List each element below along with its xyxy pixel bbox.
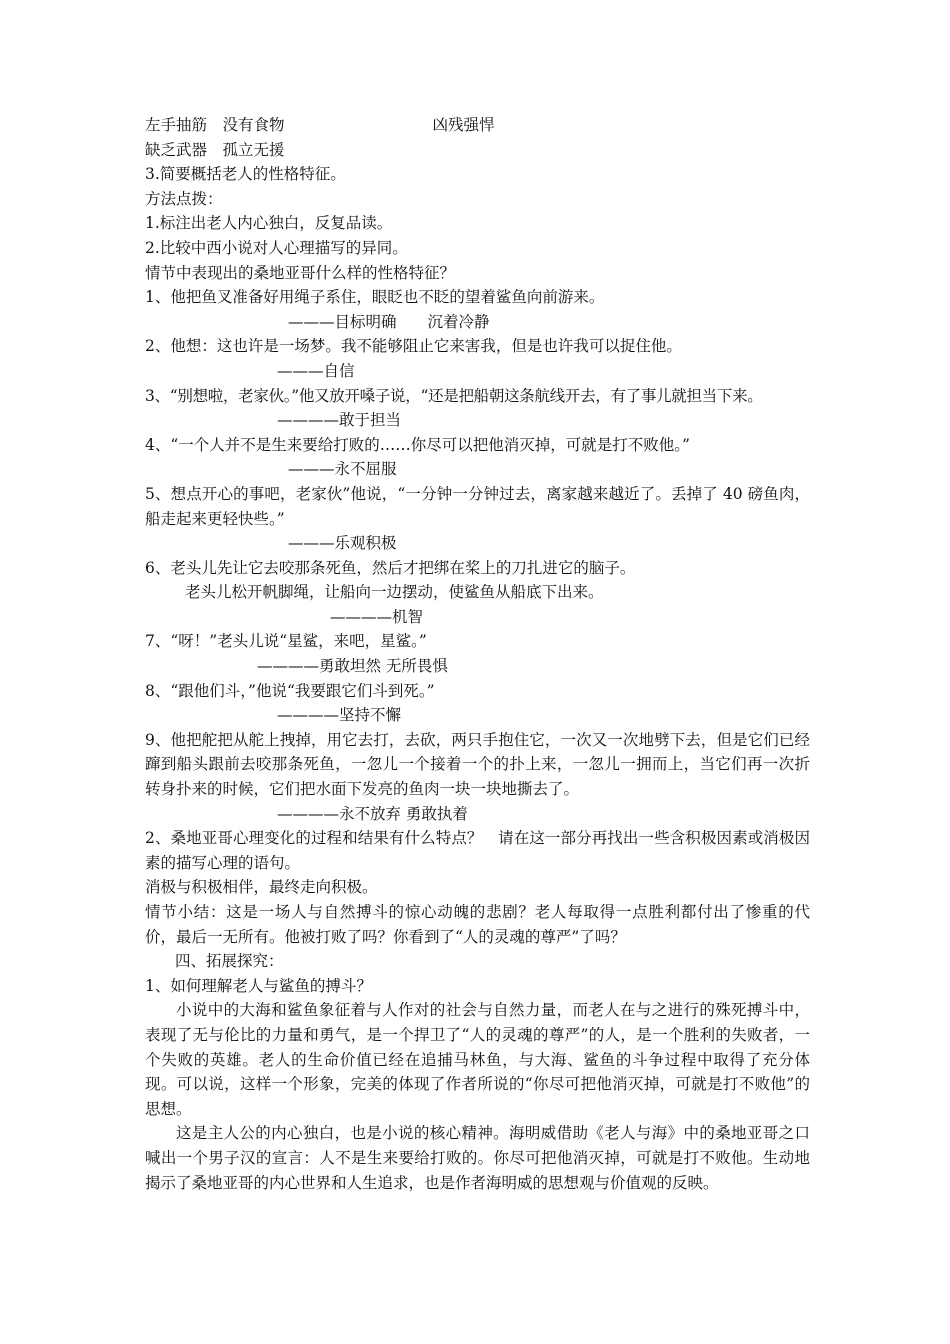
question-heading: 2、桑地亚哥心理变化的过程和结果有什么特点？ 请在这一部分再找出一些含积极因素或消极因素的描写心理的语句。	[145, 829, 810, 872]
answer-text: 消极与积极相伴，最终走向积极。	[145, 878, 378, 897]
trait-annotation: ————机智	[330, 607, 424, 626]
text-segment: 凶残强悍	[432, 116, 495, 134]
example-item: 1、他把鱼叉准备好用绳子系住，眼眨也不眨的望着鲨鱼向前游来。	[145, 288, 605, 307]
trait-annotation: ———目标明确 沉着冷静	[288, 312, 490, 331]
document-body	[145, 113, 810, 1195]
example-item: 老头儿松开帆脚绳，让船向一边摆动，使鲨鱼从船底下出来。	[185, 583, 604, 602]
example-item: 7、“呀！”老头儿说“星鲨，来吧，星鲨。”	[145, 632, 427, 651]
example-item: 9、他把舵把从舵上拽掉，用它去打，去砍，两只手抱住它，一次又一次地劈下去，但是它们已经蹿到船头跟前去咬那条死鱼，一忽儿一个接着一个的扑上来，一忽儿一拥而上，当它们再一次折转身扑来的时候，它们把水面下发亮的鱼肉一块一块地撕去了。	[145, 730, 810, 799]
section-heading: 四、拓展探究：	[175, 952, 284, 971]
paragraph: 这是主人公的内心独白，也是小说的核心精神。海明威借助《老人与海》中的桑地亚哥之口喊出一个男子汉的宣言：人不是生来要给打败的。你尽可把他消灭掉，可就是打不败他。生动地揭示了桑地亚哥的内心世界和人生追求，也是作者海明威的思想观与价值观的反映。	[145, 1124, 810, 1192]
example-item: 3、“别想啦，老家伙。”他又放开嗓子说，“还是把船朝这条航线开去，有了事儿就担当下来。	[145, 386, 763, 405]
trait-annotation: ————勇敢坦然 无所畏惧	[257, 657, 448, 676]
section-label: 方法点拨：	[145, 189, 223, 208]
example-item: 4、“一个人并不是生来要给打败的……你尽可以把他消灭掉，可就是打不败他。”	[145, 435, 690, 454]
trait-annotation: ————永不放弃 勇敢执着	[277, 804, 468, 823]
paragraph: 小说中的大海和鲨鱼象征着与人作对的社会与自然力量，而老人在与之进行的殊死搏斗中，表现了无与伦比的力量和勇气，是一个捍卫了“人的灵魂的尊严”的人，是一个胜利的失败者，一个失败的英雄。老人的生命价值已经在追捕马林鱼，与大海、鲨鱼的斗争过程中取得了充分体现。可以说，这样一个形象，完美的体现了作者所说的“你尽可把他消灭掉，可就是打不败他”的思想。	[145, 1001, 810, 1118]
trait-annotation: ———乐观积极	[288, 534, 397, 553]
trait-annotation: ———自信	[277, 361, 355, 380]
question-heading: 3.简要概括老人的性格特征。	[145, 165, 346, 184]
summary-text: 情节小结：这是一场人与自然搏斗的惊心动魄的悲剧？老人每取得一点胜利都付出了惨重的代价，最后一无所有。他被打败了吗？你看到了“人的灵魂的尊严”了吗？	[145, 903, 810, 946]
method-item: 2.比较中西小说对人心理描写的异同。	[145, 238, 408, 257]
question-heading: 1、如何理解老人与鲨鱼的搏斗？	[145, 976, 372, 995]
example-item: 8、“跟他们斗，”他说“我要跟它们斗到死。”	[145, 681, 435, 700]
method-item: 1.标注出老人内心独白，反复品读。	[145, 214, 393, 233]
text-line: 缺乏武器 孤立无援	[145, 140, 285, 159]
text-segment: 左手抽筋 没有食物	[145, 116, 285, 134]
example-item: 2、他想：这也许是一场梦。我不能够阻止它来害我，但是也许我可以捉住他。	[145, 337, 682, 356]
example-item: 5、想点开心的事吧，老家伙”他说，“一分钟一分钟过去，离家越来越近了。丢掉了 40 磅鱼肉，船走起来更轻快些。”	[145, 484, 810, 528]
trait-annotation: ———永不屈服	[288, 460, 397, 479]
question-heading: 情节中表现出的桑地亚哥什么样的性格特征？	[145, 263, 456, 282]
text-line	[145, 113, 810, 138]
trait-annotation: ————坚持不懈	[277, 706, 402, 725]
example-item: 6、老头儿先让它去咬那条死鱼，然后才把绑在桨上的刀扎进它的脑子。	[145, 558, 636, 577]
trait-annotation: ————敢于担当	[277, 411, 402, 430]
